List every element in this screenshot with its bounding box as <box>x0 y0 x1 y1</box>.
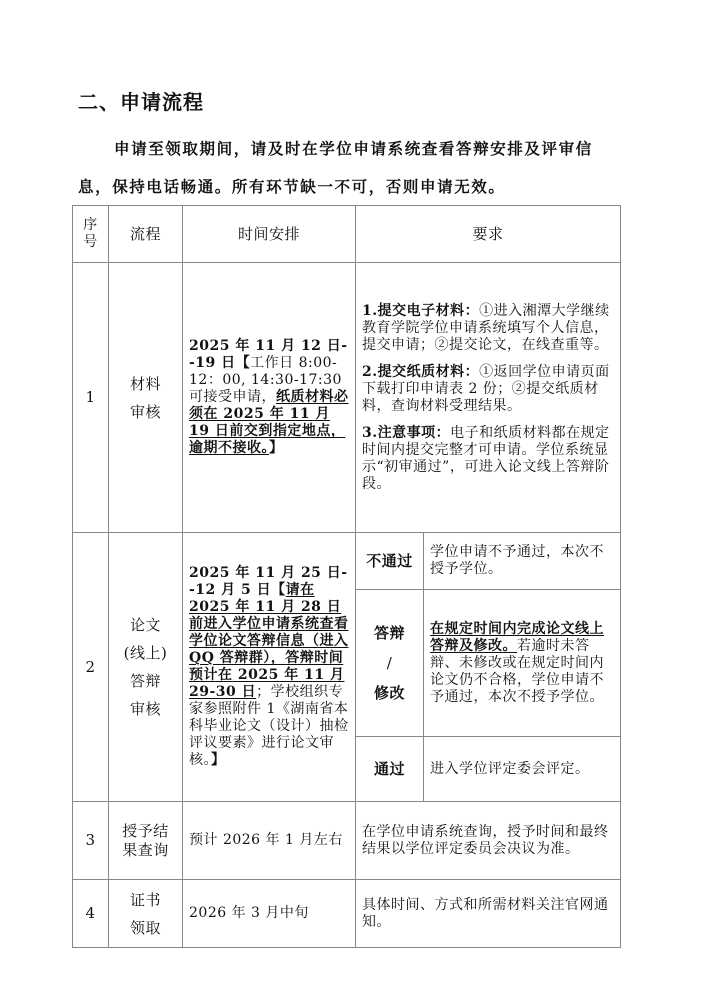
intro-line-2: 息，保持电话畅通。所有环节缺一不可，否则申请无效。 <box>78 177 506 196</box>
section-heading: 二、申请流程 <box>78 90 204 114</box>
outcome-label-fail: 不通过 <box>356 533 424 590</box>
table-row <box>73 802 621 880</box>
outcome-label-defense: 答辩 / 修改 <box>356 590 424 737</box>
row-flow: 论文 (线上) 答辩 审核 <box>109 533 183 802</box>
row-requirement: 具体时间、方式和所需材料关注官网通知。 <box>356 880 621 948</box>
outcome-label-pass: 通过 <box>356 737 424 802</box>
row-seq: 2 <box>73 533 109 802</box>
process-table <box>72 205 621 948</box>
row-time: 2025 年 11 月 12 日--19 日【工作日 8:00-12：00, 14:30-17:30 可接受申请，纸质材料必须在 2025 年 11 月 19 日前交到指定地点，逾期不接收。】 <box>183 263 356 533</box>
table-row <box>73 263 621 533</box>
outcome-text-defense: 在规定时间内完成论文线上答辩及修改。若逾时未答辩、未修改或在规定时间内论文仍不合格，学位申请不予通过，本次不授予学位。 <box>424 590 621 737</box>
table-row <box>73 533 621 590</box>
row-requirement <box>356 263 621 533</box>
requirement-item: 3.注意事项：电子和纸质材料都在规定时间内提交完整才可申请。学位系统显示“初审通过”，可进入论文线上答辩阶段。 <box>362 424 610 492</box>
intro-line-1: 申请至领取期间，请及时在学位申请系统查看答辩安排及评审信 <box>114 139 593 158</box>
requirement-item: 2.提交纸质材料：①返回学位申请页面下载打印申请表 2 份；②提交纸质材料，查询材料受理结果。 <box>362 363 610 414</box>
outcome-text-pass: 进入学位评定委会评定。 <box>424 737 621 802</box>
header-seq: 序号 <box>73 206 109 263</box>
row-flow: 授予结果查询 <box>109 802 183 880</box>
row-seq: 1 <box>73 263 109 533</box>
row-flow: 证书 领取 <box>109 880 183 948</box>
row-time: 2026 年 3 月中旬 <box>183 880 356 948</box>
requirement-item: 1.提交电子材料：①进入湘潭大学继续教育学院学位申请系统填写个人信息，提交申请；②提交论文，在线查重等。 <box>362 302 610 353</box>
header-flow: 流程 <box>109 206 183 263</box>
table-header-row <box>73 206 621 263</box>
outcome-text-fail: 学位申请不予通过，本次不授予学位。 <box>424 533 621 590</box>
row-requirement: 在学位申请系统查询，授予时间和最终结果以学位评定委员会决议为准。 <box>356 802 621 880</box>
row-time: 2025 年 11 月 25 日--12 月 5 日【请在 2025 年 11 月 28 日前进入学位申请系统查看学位论文答辩信息（进入 QQ 答辩群），答辩时间预计在 2025 年 11 月 29-30 日；学校组织专家参照附件 1《湖南省本科毕业论文（设计）抽检评议要素》进行论文审核。】 <box>183 533 356 802</box>
header-time: 时间安排 <box>183 206 356 263</box>
row-flow: 材料审核 <box>109 263 183 533</box>
row-time: 预计 2026 年 1 月左右 <box>183 802 356 880</box>
row-seq: 3 <box>73 802 109 880</box>
row-seq: 4 <box>73 880 109 948</box>
table-row <box>73 880 621 948</box>
header-requirement: 要求 <box>356 206 621 263</box>
intro-paragraph <box>78 130 618 206</box>
